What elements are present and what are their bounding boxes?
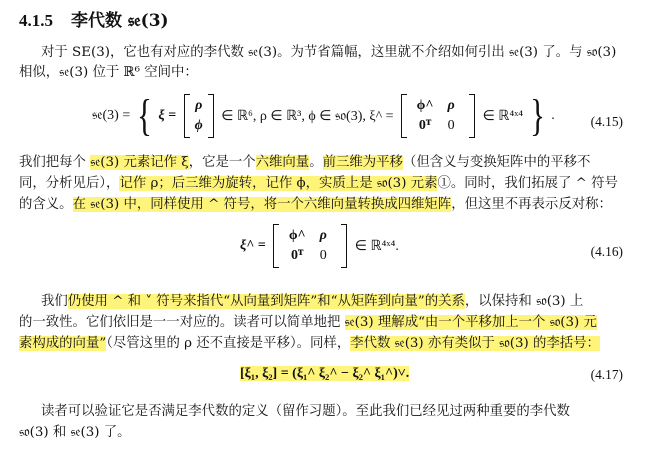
eq416-number: (4.16) — [590, 244, 623, 259]
section-heading — [19, 6, 169, 31]
para2-l1-highlight3: 前三维为平移 — [322, 155, 403, 170]
para2-l1-highlight1: 𝔰𝔢(3) 元素记作 ξ — [90, 155, 189, 170]
para2-l1-c: 。 — [309, 155, 323, 170]
eq415-m22: 0 — [447, 118, 455, 133]
para2-l1-highlight2: 六维向量 — [255, 155, 310, 170]
para4-line2: 𝔰𝔬(3) 和 𝔰𝔢(3) 了。 — [19, 425, 131, 440]
eq415-xi: ξ = — [158, 108, 177, 123]
para2-l2-b: ①。同时，我们拓展了 ^ 符号 — [437, 176, 618, 191]
eq415-number: (4.15) — [590, 114, 623, 129]
equation-4-16 — [240, 224, 399, 268]
para1-line2: 相似，𝔰𝔢(3) 位于 ℝ⁶ 空间中： — [19, 65, 198, 80]
equation-4-15 — [92, 91, 555, 140]
eq416-m21: 0ᵀ — [291, 248, 304, 263]
para3-line1 — [41, 292, 583, 312]
para2-line3 — [19, 195, 612, 215]
eq416-tail: ∈ ℝ⁴ˣ⁴. — [354, 238, 399, 254]
eq417-number: (4.17) — [590, 367, 623, 382]
eq415-end: . — [551, 108, 555, 123]
section-number: 4.1.5 — [19, 11, 53, 30]
eq415-vector — [184, 94, 214, 138]
equation-4-17 — [240, 366, 409, 382]
para2-l3-b: ，但这里不再表示反对称： — [451, 197, 612, 212]
eq417-expression: [ξ₁, ξ₂] = (ξ₁^ ξ₂^ − ξ₂^ ξ₁^)˅. — [240, 366, 410, 381]
eq415-rho: ρ — [195, 98, 203, 113]
para3-line3 — [19, 334, 600, 354]
eq415-right-brace: } — [529, 91, 545, 140]
eq415-m11: ϕ^ — [416, 98, 434, 113]
para3-l1-b: ，以保持和 𝔰𝔬(3) 上 — [464, 294, 584, 309]
para3-l3-a: （尽管这里的 ρ 还不直接是平移）。同样， — [106, 336, 351, 351]
eq415-phi: ϕ — [194, 118, 203, 133]
eq415-conditions: ∈ ℝ⁶, ρ ∈ ℝ³, ϕ ∈ 𝔰𝔬(3), ξ^ = — [221, 108, 394, 124]
eq415-lhs: 𝔰𝔢(3) = — [92, 108, 131, 123]
eq415-m12: ρ — [447, 98, 455, 113]
para2-line1 — [19, 153, 590, 173]
para3-l2-a: 的一致性。它们依旧是一一对应的。读者可以简单地把 — [19, 315, 345, 330]
eq415-m21: 0ᵀ — [418, 118, 432, 133]
para2-l3-highlight1: 在 𝔰𝔢(3) 中，同样使用 ^ 符号，将一个六维向量转换成四维矩阵 — [72, 197, 452, 212]
para2-line2 — [19, 174, 618, 194]
para1-line1: 对于 SE(3)，它也有对应的李代数 𝔰𝔢(3)。为节省篇幅，这里就不介绍如何引出 𝔰𝔢(3) 了。与 𝔰𝔬(3) — [41, 45, 617, 60]
para3-l1-highlight1: 仍使用 ^ 和 ˅ 符号来指代“从向量到矩阵”和“从矩阵到向量”的关系 — [67, 294, 465, 309]
section-title: 李代数 𝔰𝔢(3) — [71, 11, 169, 31]
para2-l1-b: ，它是一个 — [188, 155, 256, 170]
eq416-lhs: ξ^ = — [240, 238, 266, 253]
eq416-m11: ϕ^ — [288, 228, 306, 243]
para2-l2-a: 同，分析见后）， — [19, 176, 120, 191]
para2-l1-a: 我们把每个 — [19, 155, 91, 170]
para3-l3-highlight1: 素构成的向量” — [19, 336, 107, 351]
para2-l2-highlight1: 记作 ρ；后三维为旋转，记作 ϕ，实质上是 𝔰𝔬(3) 元素 — [119, 176, 438, 191]
eq415-matrix — [401, 94, 475, 138]
eq416-m12: ρ — [319, 228, 327, 243]
para3-l1-a: 我们 — [41, 294, 68, 309]
eq416-m22: 0 — [319, 248, 327, 263]
para2-l3-a: 的含义。 — [19, 197, 73, 212]
eq416-matrix — [273, 224, 347, 268]
para3-l2-highlight1: 𝔰𝔢(3) 理解成“由一个平移加上一个 𝔰𝔬(3) 元 — [344, 315, 597, 330]
eq415-tail: ∈ ℝ⁴ˣ⁴ — [482, 108, 524, 124]
para3-l3-highlight2: 李代数 𝔰𝔢(3) 亦有类似于 𝔰𝔬(3) 的李括号： — [350, 336, 600, 351]
eq415-left-brace: { — [136, 91, 152, 140]
para2-l1-d: （但含义与变换矩阵中的平移不 — [402, 155, 591, 170]
para3-line2 — [19, 313, 597, 333]
para4-line1: 读者可以验证它是否满足李代数的定义（留作习题）。至此我们已经见过两种重要的李代数 — [41, 404, 570, 419]
